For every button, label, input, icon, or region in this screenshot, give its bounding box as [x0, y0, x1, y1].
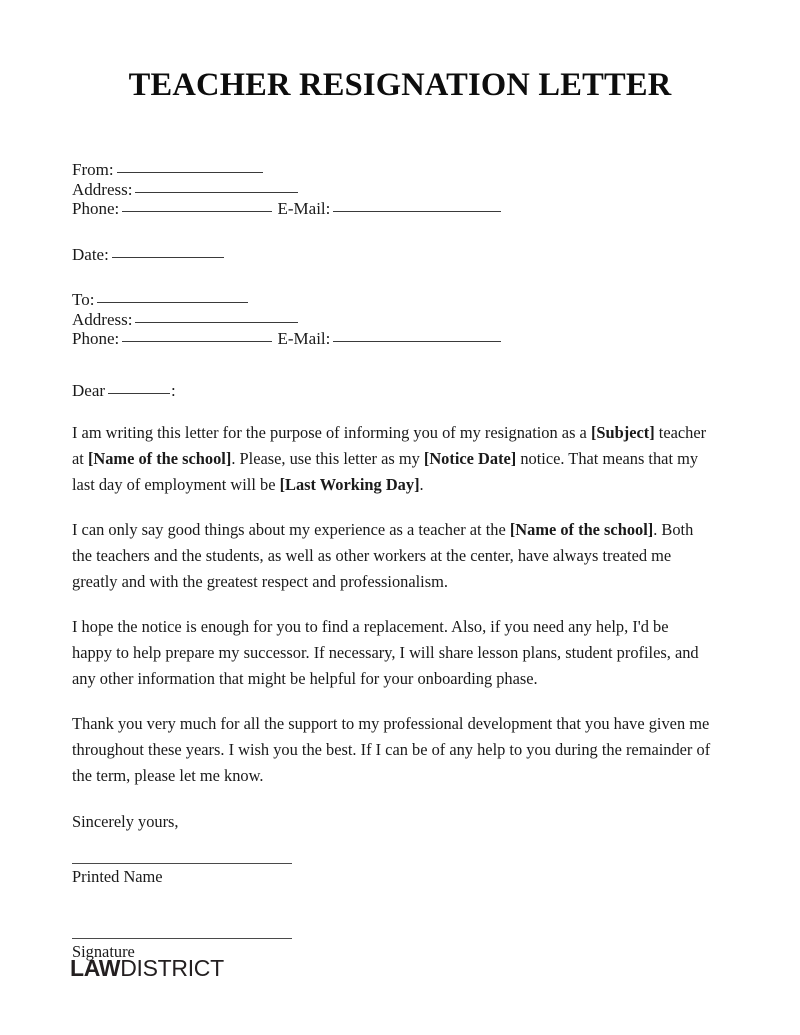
recipient-address-field-row — [72, 310, 712, 330]
date-field-row — [72, 245, 712, 265]
paragraph-text: notice. That means that my last day of employment will be — [72, 449, 699, 494]
placeholder-token[interactable]: [Subject] — [590, 423, 655, 442]
sender-phone-email-row — [72, 199, 712, 219]
recipient-phone-input-blank[interactable] — [122, 330, 272, 342]
letter-body — [72, 160, 712, 963]
closing-line: Sincerely yours, — [72, 812, 179, 831]
spacer-after-salutation — [72, 400, 712, 420]
sender-email-input-blank[interactable] — [333, 200, 501, 212]
paragraph-text: I hope the notice is enough for you to find a replacement. Also, if you need any help, I'd be happy to help prepare my successor. If necessary, I will share lesson plans, student profiles, and any other information that might be helpful for your onboarding phase. — [72, 617, 699, 688]
logo-law-text: LAW — [70, 955, 121, 981]
lawdistrict-logo — [70, 955, 224, 981]
date-block — [72, 245, 712, 265]
to-input-blank[interactable] — [97, 291, 248, 303]
paragraph-transition-help — [72, 614, 712, 692]
from-label: From: — [72, 160, 114, 179]
paragraph-resignation-notice — [72, 420, 712, 498]
spacer-after-date — [72, 264, 712, 290]
recipient-phone-label: Phone: — [72, 329, 120, 348]
date-label: Date: — [72, 244, 109, 264]
from-field-row — [72, 160, 712, 180]
letter-paragraphs — [72, 420, 712, 789]
paragraph-text: teacher at — [72, 423, 707, 468]
paragraph-text: . — [419, 475, 424, 494]
placeholder-token[interactable]: [Name of the school] — [87, 449, 232, 468]
page-title: TEACHER RESIGNATION LETTER — [128, 67, 672, 103]
printed-name-label: Printed Name — [72, 867, 163, 886]
recipient-email-label: E-Mail: — [277, 329, 331, 348]
sender-address-input-blank[interactable] — [135, 181, 298, 193]
paragraph-text: . Both the teachers and the students, as well as other workers at the center, have always treated me greatly and with the greatest respect and professionalism. — [72, 520, 694, 591]
salutation-greeting: Dear — [72, 380, 106, 400]
from-input-blank[interactable] — [117, 161, 263, 173]
sender-phone-input-blank[interactable] — [122, 200, 272, 212]
placeholder-token[interactable]: [Notice Date] — [423, 449, 517, 468]
sender-block — [72, 160, 712, 219]
spacer-after-sender — [72, 219, 712, 245]
sender-phone-label: Phone: — [72, 199, 120, 218]
salutation-colon: : — [171, 380, 176, 400]
logo-district-text: DISTRICT — [120, 955, 224, 981]
salutation-row — [72, 381, 712, 401]
sender-email-label: E-Mail: — [277, 199, 331, 218]
placeholder-token[interactable]: [Name of the school] — [509, 520, 654, 539]
paragraph-text: I am writing this letter for the purpose of informing you of my resignation as a — [72, 423, 591, 442]
recipient-address-input-blank[interactable] — [135, 311, 298, 323]
spacer-before-printed-name — [72, 835, 712, 863]
paragraph-text: I can only say good things about my experience as a teacher at the — [72, 520, 510, 539]
recipient-address-label: Address: — [72, 309, 133, 329]
printed-name-rule[interactable] — [72, 863, 292, 864]
to-field-row — [72, 290, 712, 310]
to-label: To: — [72, 290, 95, 309]
paragraph-thanks — [72, 711, 712, 789]
spacer-after-recipient — [72, 349, 712, 381]
paragraph-text: . Please, use this letter as my — [231, 449, 424, 468]
paragraph-experience — [72, 517, 712, 595]
sender-address-label: Address: — [72, 179, 133, 199]
spacer-before-closing — [72, 789, 712, 809]
signature-label: Signature — [72, 942, 135, 961]
paragraph-text: Thank you very much for all the support to my professional development that you have given me throughout these years. I wish you the best. If I can be of any help to you during the remainder of the term, please let me know. — [72, 714, 711, 785]
placeholder-token[interactable]: [Last Working Day] — [279, 475, 420, 494]
recipient-block — [72, 290, 712, 349]
date-input-blank[interactable] — [112, 246, 224, 258]
signature-rule[interactable] — [72, 938, 292, 939]
spacer-between-signature-lines — [72, 888, 712, 938]
salutation-name-blank[interactable] — [108, 382, 170, 394]
recipient-phone-email-row — [72, 329, 712, 349]
recipient-email-input-blank[interactable] — [333, 330, 501, 342]
printed-name-block — [72, 863, 712, 888]
sender-address-field-row — [72, 180, 712, 200]
